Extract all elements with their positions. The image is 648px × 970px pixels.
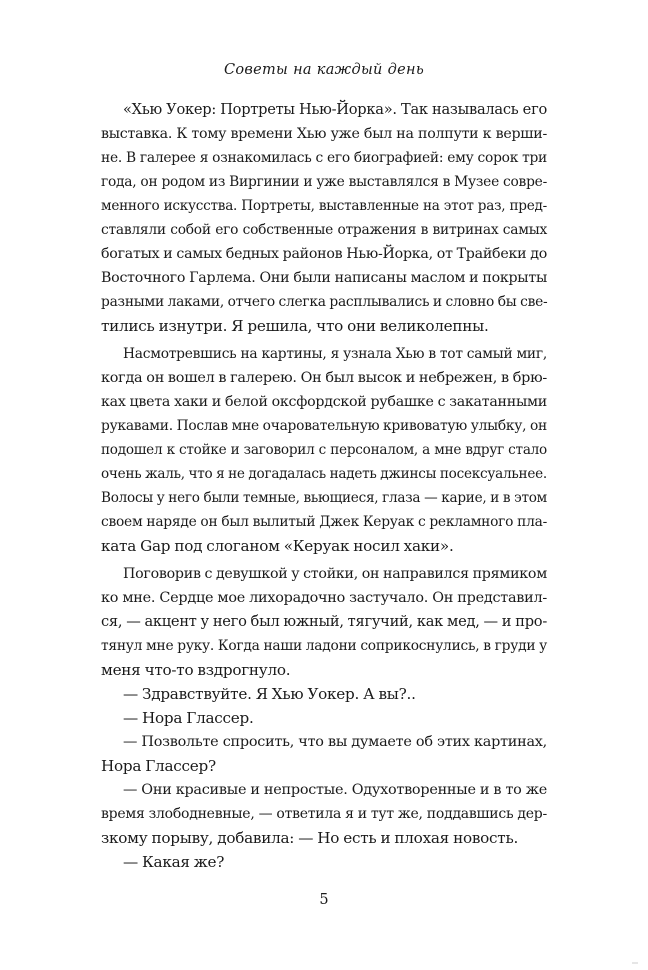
text-line: меня что-то вздрогнуло. [101,661,291,679]
text-line: разными лаками, отчего слегка расплывались и словно бы све- [101,294,548,310]
text-line: Восточного Гарлема. Они были написаны маслом и покрыты [101,270,547,286]
text-line: своем наряде он был вылитый Джек Керуак с рекламного пла- [101,514,547,530]
text-line: — Позвольте спросить, что вы думаете об этих картинах, [123,734,547,750]
paragraph [101,706,547,730]
paragraph [101,342,547,558]
paragraph [101,778,547,850]
text-line: подошел к стойке и заговорил с персоналом, а мне вдруг стало [101,442,547,458]
paragraph [101,850,547,874]
text-line: когда он вошел в галерею. Он был высок и небрежен, в брю- [101,370,547,386]
text-line: ставляли собой его собственные отражения в витринах самых [101,222,547,238]
paragraph [101,682,547,706]
text-line: ках цвета хаки и белой оксфордской рубашке с закатанными [101,394,547,410]
text-line: — Нора Глассер. [123,709,254,727]
text-line: тились изнутри. Я решила, что они великолепны. [101,317,489,335]
text-line: года, он родом из Виргинии и уже выставлялся в Музее совре- [101,174,547,190]
text-line: ко мне. Сердце мое лихорадочно застучало. Он представил- [101,590,547,606]
text-line: ката Gap под слоганом «Керуак носил хаки». [101,537,454,555]
text-line: рукавами. Послав мне очаровательную кривоватую улыбку, он [101,418,547,434]
text-line: — Они красивые и непростые. Одухотворенные и в то же [123,782,547,798]
text-line: выставка. К тому времени Хью уже был на полпути к верши- [101,126,547,142]
body-text [101,98,547,874]
text-line: не. В галерее я ознакомилась с его биографией: ему сорок три [101,150,547,166]
text-line: очень жаль, что я не догадалась надеть джинсы посексуальнее. [101,466,547,482]
text-line: Насмотревшись на картины, я узнала Хью в тот самый миг, [123,346,547,362]
paragraph [101,562,547,682]
text-line: тянул мне руку. Когда наши ладони соприкоснулись, в груди у [101,638,547,654]
page-number: 5 [319,892,329,908]
running-head: Советы на каждый день [223,62,425,78]
text-line: время злободневные, — ответила я и тут же, поддавшись дер- [101,806,547,822]
text-line: — Здравствуйте. Я Хью Уокер. А вы?.. [123,685,416,703]
text-line: Поговорив с девушкой у стойки, он направился прямиком [123,566,547,582]
page-edge-mark [632,962,638,964]
text-line: менного искусства. Портреты, выставленные на этот раз, пред- [101,198,547,214]
text-line: ся, — акцент у него был южный, тягучий, как мед, — и про- [101,613,547,630]
text-line: зкому порыву, добавила: — Но есть и плохая новость. [101,829,519,847]
text-line: богатых и самых бедных районов Нью-Йорка, от Трайбеки до [101,246,547,262]
text-line: Нора Глассер? [101,757,216,775]
text-line: «Хью Уокер: Портреты Нью-Йорка». Так называлась его [123,101,547,118]
paragraph [101,730,547,778]
paragraph [101,98,547,338]
text-line: Волосы у него были темные, вьющиеся, глаза — карие, и в этом [101,490,547,506]
text-line: — Какая же? [123,853,225,871]
